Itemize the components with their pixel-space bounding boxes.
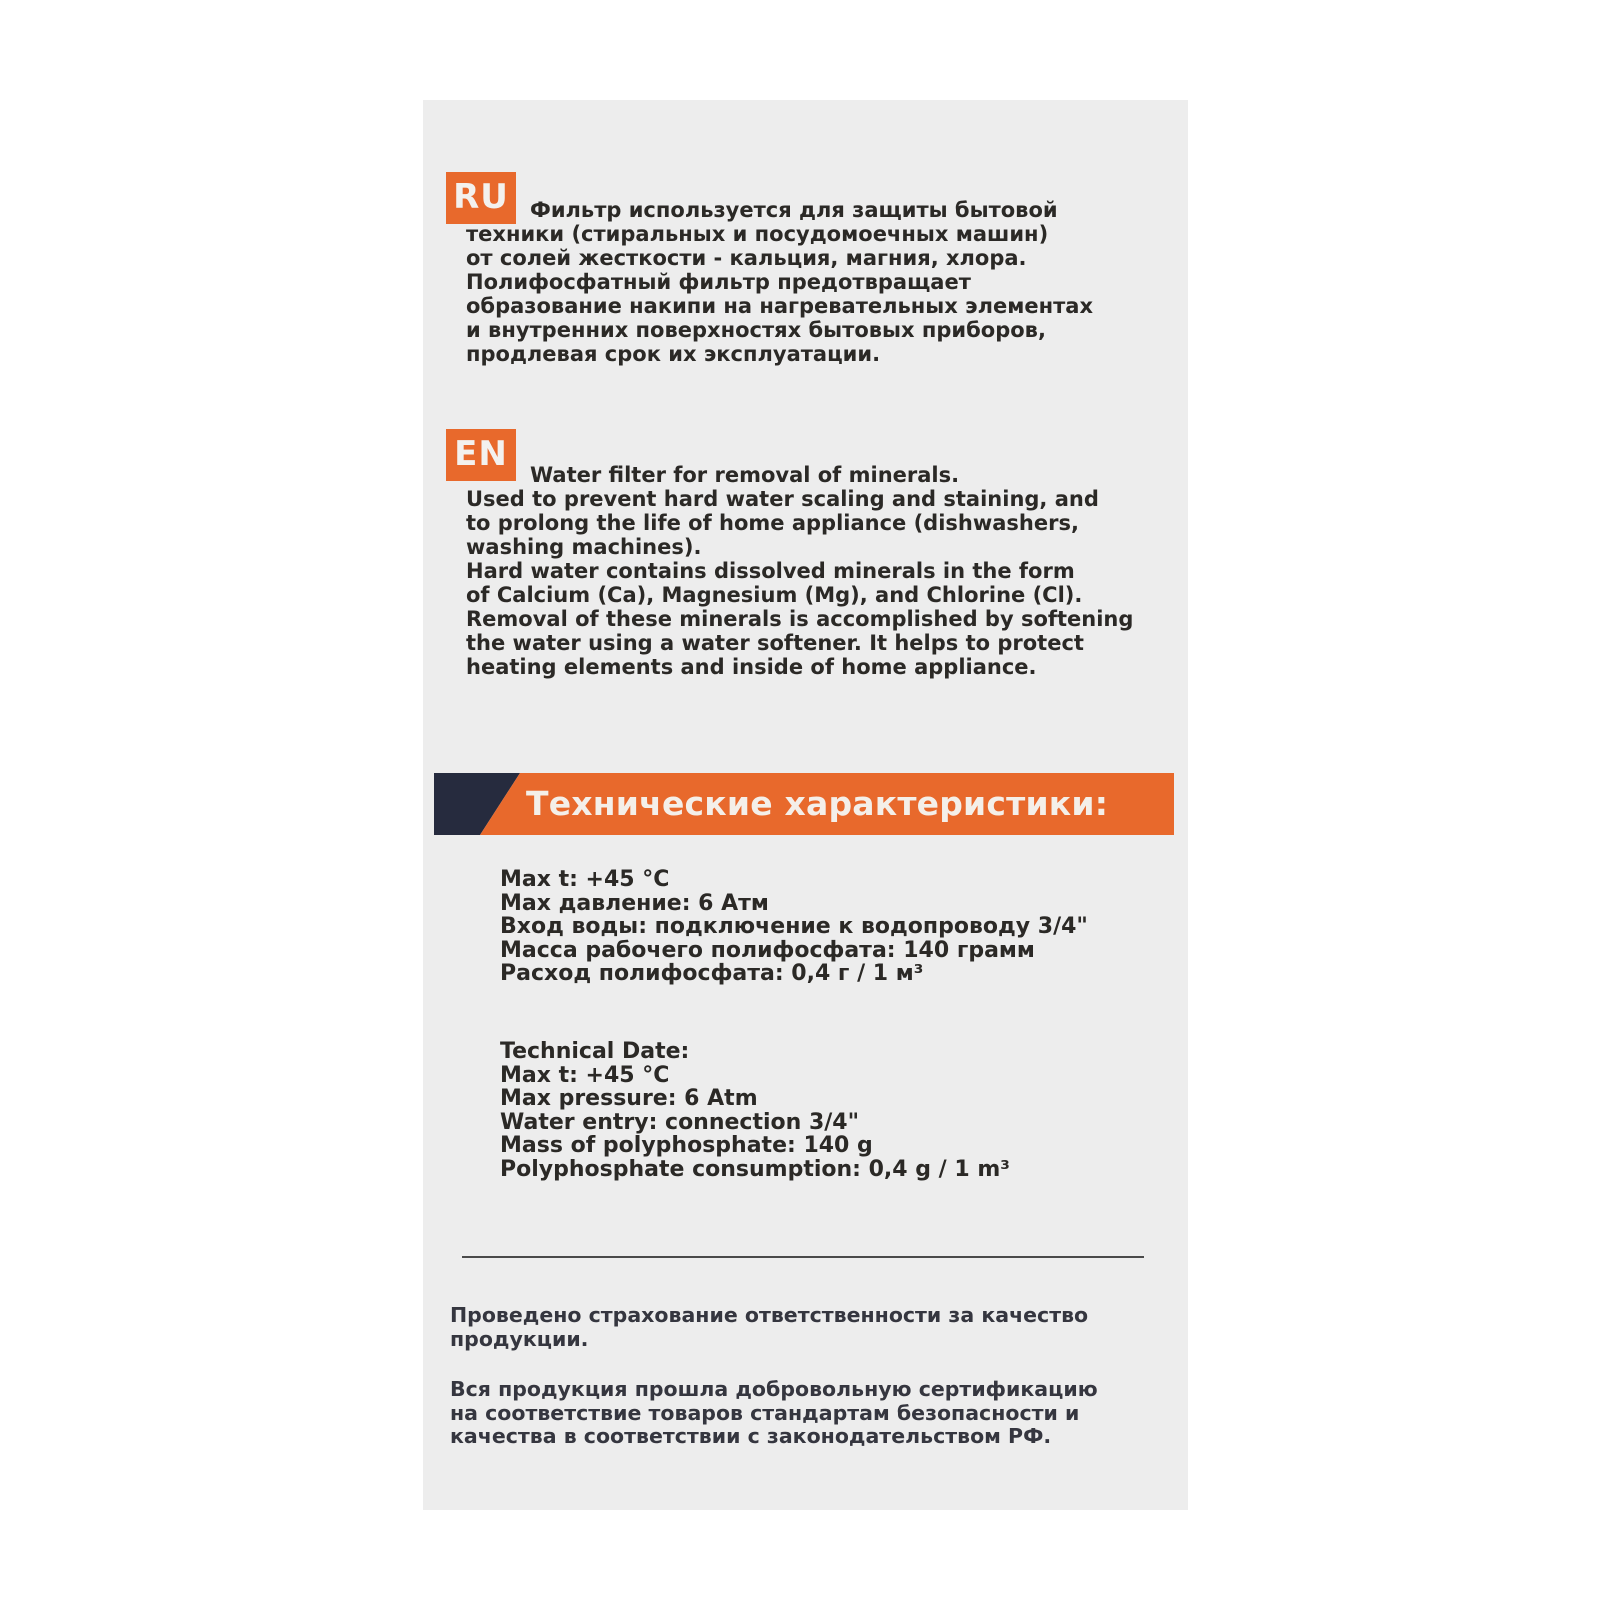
insurance-note: Проведено страхование ответственности за качество продукции.: [450, 1303, 1089, 1351]
specs-title: Технические характеристики:: [526, 784, 1109, 823]
ru-description: Фильтр используется для защиты бытовой техники (стиральных и посудомоечных машин) от солей жесткости - кальция, магния, хлора. Полифосфатный фильтр предотвращает образование накипи на нагревательных элементах и внутренних поверхностях бытовых приборов, продлевая срок их эксплуатации.: [466, 198, 1094, 366]
ru-language-badge: RU: [446, 172, 516, 224]
specs-ru-list: Max t: +45 °C Max давление: 6 Атм Вход воды: подключение к водопроводу 3/4" Масса рабочего полифосфата: 140 грамм Расход полифосфата: 0,4 г / 1 м³: [500, 867, 1088, 986]
specs-en-list: Technical Date: Max t: +45 °C Max pressure: 6 Atm Water entry: connection 3/4" Mass of polyphosphate: 140 g Polyphosphate consumption: 0,4 g / 1 m³: [500, 1039, 1010, 1182]
en-language-badge: EN: [446, 429, 516, 481]
divider-line: [462, 1256, 1144, 1258]
en-description: Water filter for removal of minerals. Used to prevent hard water scaling and staining, and to prolong the life of home appliance (dishwashers, washing machines). Hard water contains dissolved minerals in the form of Calcium (Ca), Magnesium (Mg), and Chlorine (Cl). Removal of these minerals is accomplished by softening the water using a water softener. It helps to protect heating elements and inside of home appliance.: [466, 463, 1134, 679]
specs-banner: [434, 773, 1174, 835]
certification-note: Вся продукция прошла добровольную сертификацию на соответствие товаров стандартам безопасности и качества в соответствии с законодательством РФ.: [450, 1377, 1098, 1448]
